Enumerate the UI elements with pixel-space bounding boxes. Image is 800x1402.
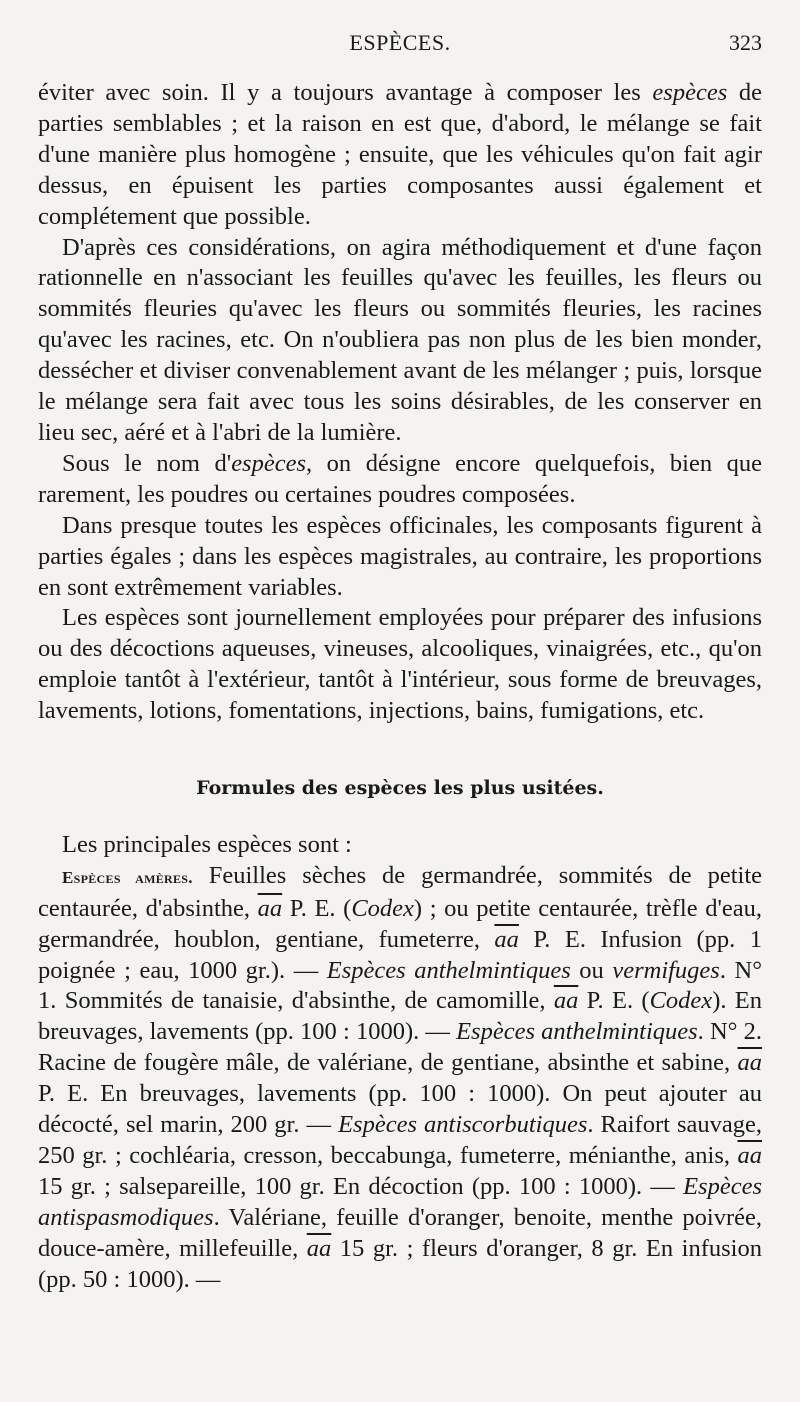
- text-run: Sous le nom d': [62, 449, 232, 477]
- body-text: [38, 78, 762, 1296]
- text-run: ou: [570, 956, 613, 984]
- book-page: [38, 30, 762, 1380]
- text-run: ) ; ou petite centaurée, trèfle d'eau, germandrée, houblon, gentiane, fumeterre,: [38, 894, 762, 953]
- text-run: ). En breuvages, lavements (pp. 100 : 1000). —: [38, 987, 763, 1046]
- text-run: . Raifort sauvage, 250 gr. ; cochléaria, cresson, beccabunga, fumeterre, ménianthe, anis,: [38, 1111, 762, 1169]
- running-title: ESPÈCES.: [349, 30, 451, 55]
- paragraph: [38, 233, 762, 449]
- ana-abbrev: $\overline{aa}$: [737, 1049, 762, 1077]
- italic-run: Espèces anthelmintiques: [456, 1018, 698, 1046]
- text-run: Les espèces sont journellement employées pour préparer des infusions ou des décoctions aqueuses, vineuses, alcooliques, vinaigrées, etc., qu'on emploie tantôt à l'extérieur, tantôt à l'intérieur, sous forme de breuvages, lavements, lotions, fomentations, injections, bains, fumigations, etc.: [38, 604, 762, 725]
- paragraph: [38, 511, 762, 604]
- italic-run: Codex: [351, 894, 414, 922]
- text-run: D'après ces considérations, on agira méthodiquement et d'une façon rationnelle en n'associant les feuilles qu'avec les feuilles, les fleurs ou sommités fleuries qu'avec les fleurs ou sommités fleuries, les racines qu'avec les racines, etc. On n'oubliera pas non plus de les bien monder, dessécher et diviser convenablement avant de les mélanger ; puis, lorsque le mélange sera fait avec tous les soins désirables, de les conserver en lieu sec, aéré et à l'abri de la lumière.: [38, 233, 762, 446]
- text-run: , on désigne encore quelquefois, bien que rarement, les poudres ou certaines poudres composées.: [38, 449, 762, 508]
- paragraph: [38, 449, 762, 511]
- italic-run: Espèces antispasmodiques: [38, 1172, 762, 1231]
- text-run: . N° 2. Racine de fougère mâle, de valériane, de gentiane, absinthe et sabine,: [38, 1018, 762, 1077]
- text-run: . Valériane, feuille d'oranger, benoite, menthe poivrée, douce-amère, millefeuille,: [38, 1203, 762, 1262]
- italic-run: Espèces antiscorbutiques: [338, 1111, 588, 1139]
- ana-abbrev: $\overline{aa}$: [306, 1234, 332, 1262]
- italic-run: espèces: [652, 79, 728, 106]
- text-run: Feuilles sèches de germandrée, sommités de petite centaurée, d'absinthe,: [38, 861, 762, 922]
- page-number: 323: [729, 30, 762, 55]
- text-run: . N° 1. Sommités de tanaisie, d'absinthe, de camomille,: [38, 956, 763, 1015]
- ana-abbrev: $\overline{aa}$: [737, 1142, 762, 1169]
- text-run: 15 gr. ; fleurs d'oranger, 8 gr. En infusion (pp. 50 : 1000). —: [38, 1234, 762, 1293]
- text-run: Dans presque toutes les espèces officinales, les composants figurent à parties égales ; dans les espèces magistrales, au contraire, les proportions en sont extrêmement variables.: [38, 511, 762, 601]
- paragraph: [38, 78, 762, 233]
- italic-run: Espèces anthelmintiques: [326, 956, 571, 984]
- text-run: P. E. Infusion (pp. 1 poignée ; eau, 1000 gr.). —: [38, 925, 762, 984]
- paragraph-list: [38, 78, 762, 727]
- formula-paragraph: [38, 861, 762, 1296]
- text-run: P. E. En breuvages, lavements (pp. 100 : 1000). On peut ajouter au décocté, sel marin, 200 gr. —: [38, 1080, 762, 1139]
- text-run: P. E. (: [578, 987, 650, 1015]
- ana-abbrev: $\overline{aa}$: [494, 925, 519, 953]
- text-run: P. E. (: [282, 894, 352, 922]
- section-heading: Formules des espèces les plus usitées.: [196, 777, 604, 800]
- italic-run: Codex: [649, 987, 713, 1015]
- text-run: éviter avec soin. Il y a toujours avantage à composer les: [38, 79, 653, 106]
- text-run: 15 gr. ; salsepareille, 100 gr. En décoction (pp. 100 : 1000). —: [38, 1172, 684, 1200]
- italic-run: vermifuges: [612, 956, 720, 984]
- italic-run: espèces: [231, 449, 307, 477]
- ana-abbrev: $\overline{aa}$: [553, 987, 579, 1015]
- text-run: de parties semblables ; et la raison en est que, d'abord, le mélange se fait d'une manière plus homogène ; ensuite, que les véhicules qu'on fait agir dessus, en épuisent les parties composantes aussi également et complétement que possible.: [38, 79, 762, 230]
- page-header: [38, 30, 762, 66]
- formula-title: Espèces amères.: [62, 867, 193, 887]
- intro-line: Les principales espèces sont :: [62, 830, 352, 858]
- ana-abbrev: $\overline{aa}$: [257, 894, 283, 922]
- paragraph: [38, 603, 762, 727]
